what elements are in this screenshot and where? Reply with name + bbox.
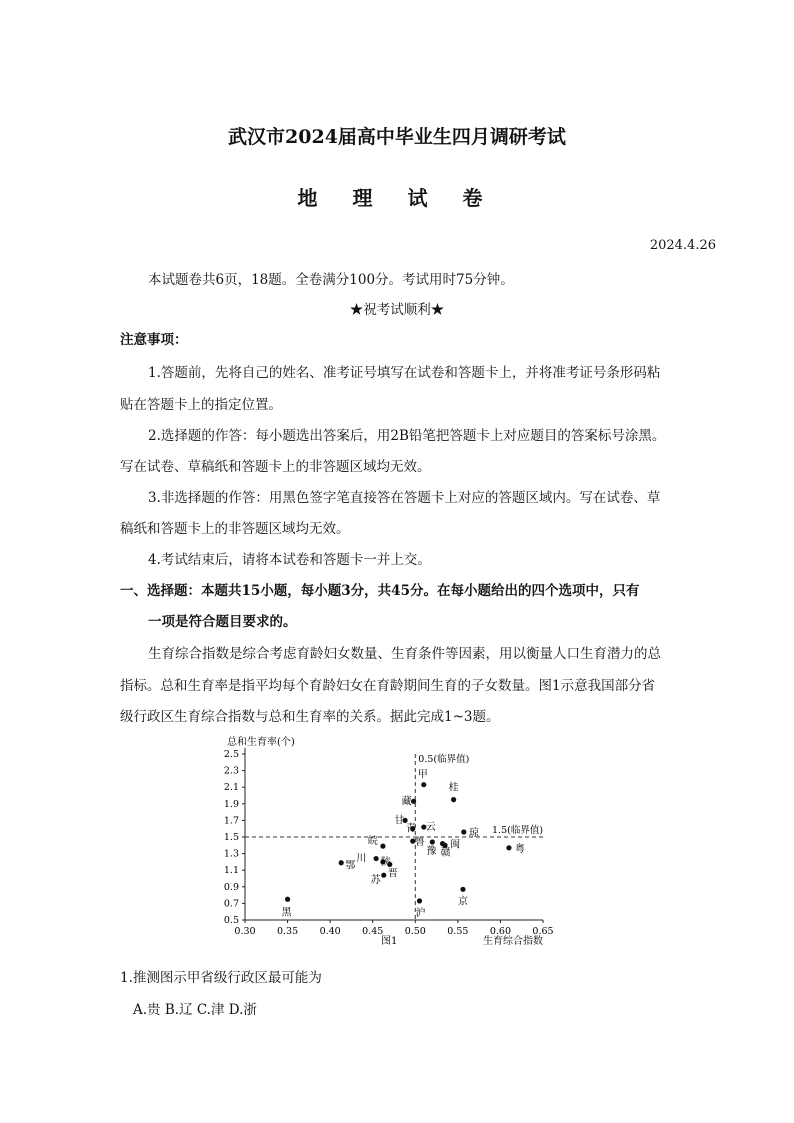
data-point bbox=[381, 873, 386, 878]
data-point-label: 黑 bbox=[281, 907, 292, 919]
figure-1-scatter-chart bbox=[200, 732, 580, 954]
exam-subject: 地 理 试 卷 bbox=[297, 186, 497, 210]
y-tick-label: 2.1 bbox=[223, 782, 239, 794]
data-point-label: 桂 bbox=[448, 782, 459, 794]
x-axis-label: 生育综合指数 bbox=[483, 936, 543, 947]
data-point-label: 京 bbox=[457, 896, 468, 908]
y-tick-label: 1.7 bbox=[223, 815, 239, 827]
note-3-line-2: 稿纸和答题卡上的非答题区域均无效。 bbox=[120, 521, 350, 537]
note-3-line-1: 3.非选择题的作答：用黑色签字笔直接答在答题卡上对应的答题区域内。写在试卷、草 bbox=[148, 490, 661, 506]
exam-title: 武汉市2024届高中毕业生四月调研考试 bbox=[228, 126, 566, 148]
data-point bbox=[430, 839, 435, 844]
data-point bbox=[374, 856, 379, 861]
note-1-line-2: 贴在答题卡上的指定位置。 bbox=[120, 397, 282, 413]
section-1-line-2: 一项是符合题目要求的。 bbox=[148, 614, 297, 630]
data-point-label: 青 bbox=[405, 823, 416, 835]
y-tick-label: 2.5 bbox=[223, 749, 239, 760]
data-point-label: 鄂 bbox=[345, 860, 356, 872]
question-1-options: A.贵 B.辽 C.津 D.浙 bbox=[133, 1002, 257, 1018]
data-point-label: 晋 bbox=[387, 868, 398, 880]
x-tick-label: 0.55 bbox=[447, 926, 469, 937]
note-1-line-1: 1.答题前，先将自己的姓名、准考证号填写在试卷和答题卡上，并将准考证号条形码粘 bbox=[148, 365, 661, 381]
y-tick-label: 1.5 bbox=[223, 832, 239, 843]
data-point bbox=[285, 897, 290, 902]
y-tick-label: 2.3 bbox=[223, 765, 239, 777]
data-point-label: 豫 bbox=[426, 845, 437, 857]
passage-line-1: 生育综合指数是综合考虑育龄妇女数量、生育条件等因素，用以衡量人口生育潜力的总 bbox=[148, 646, 661, 662]
data-point-label: 藏 bbox=[401, 796, 412, 808]
x-tick-label: 0.65 bbox=[532, 926, 554, 937]
data-point-label: 甘 bbox=[394, 815, 405, 827]
figure-caption: 图1 bbox=[381, 936, 398, 947]
question-1-stem: 1.推测图示甲省级行政区最可能为 bbox=[120, 970, 322, 986]
y-tick-label: 0.7 bbox=[223, 898, 239, 910]
data-point-label: 皖 bbox=[367, 836, 378, 848]
y-tick-label: 1.9 bbox=[223, 798, 239, 810]
data-point-label: 沪 bbox=[415, 907, 426, 919]
data-point bbox=[421, 782, 426, 787]
data-point bbox=[451, 797, 456, 802]
passage-line-2: 指标。总和生育率是指平均每个育龄妇女在育龄期间生育的子女数量。图1示意我国部分省 bbox=[120, 678, 656, 694]
x-tick-label: 0.45 bbox=[362, 926, 384, 937]
data-point-label: 川 bbox=[356, 853, 367, 865]
exam-intro: 本试题卷共6页，18题。全卷满分100分。考试用时75分钟。 bbox=[148, 272, 514, 288]
x-tick-label: 0.60 bbox=[489, 926, 512, 937]
data-point bbox=[339, 860, 344, 865]
data-point-label: 苏 bbox=[370, 875, 381, 887]
x-tick-label: 0.40 bbox=[319, 926, 341, 937]
data-point-label: 粤 bbox=[514, 843, 525, 855]
note-2-line-1: 2.选择题的作答：每小题选出答案后，用2B铅笔把答题卡上对应题目的答案标号涂黑。 bbox=[148, 428, 666, 444]
data-point bbox=[440, 841, 445, 846]
x-threshold-label: 0.5(临界值) bbox=[418, 754, 470, 765]
data-point-label: 琼 bbox=[468, 828, 479, 840]
x-tick-label: 0.35 bbox=[276, 926, 299, 937]
data-point bbox=[461, 829, 466, 834]
y-threshold-label: 1.5(临界值) bbox=[492, 825, 544, 836]
y-tick-label: 1.1 bbox=[223, 865, 239, 877]
section-1-line-1: 一、选择题：本题共15小题，每小题3分，共45分。在每小题给出的四个选项中，只有 bbox=[120, 583, 640, 599]
data-point-label: 鲁 bbox=[414, 837, 425, 849]
data-point bbox=[460, 887, 465, 892]
data-point-label: 赣 bbox=[440, 847, 451, 859]
note-4: 4.考试结束后，请将本试卷和答题卡一并上交。 bbox=[148, 552, 431, 568]
data-point-label: 闽 bbox=[450, 839, 461, 851]
data-point-label: 云 bbox=[425, 822, 436, 834]
exam-date: 2024.4.26 bbox=[649, 238, 716, 253]
y-tick-label: 0.5 bbox=[223, 915, 239, 926]
note-2-line-2: 写在试卷、草稿纸和答题卡上的非答题区域均无效。 bbox=[120, 459, 431, 475]
data-point-label: 陕 bbox=[380, 856, 391, 868]
good-luck-line: ★祝考试顺利★ bbox=[349, 302, 445, 318]
x-tick-label: 0.30 bbox=[234, 926, 256, 937]
y-axis-label: 总和生育率(个) bbox=[227, 737, 295, 748]
y-tick-label: 1.3 bbox=[223, 848, 239, 860]
data-point-label: 甲 bbox=[417, 769, 428, 781]
y-tick-label: 0.9 bbox=[223, 881, 239, 893]
x-tick-label: 0.50 bbox=[404, 926, 426, 937]
data-point bbox=[506, 845, 511, 850]
passage-line-3: 级行政区生育综合指数与总和生育率的关系。据此完成1~3题。 bbox=[120, 709, 500, 725]
data-point bbox=[417, 898, 422, 903]
notes-heading: 注意事项： bbox=[120, 332, 188, 348]
data-point bbox=[380, 844, 385, 849]
data-point bbox=[411, 799, 416, 804]
